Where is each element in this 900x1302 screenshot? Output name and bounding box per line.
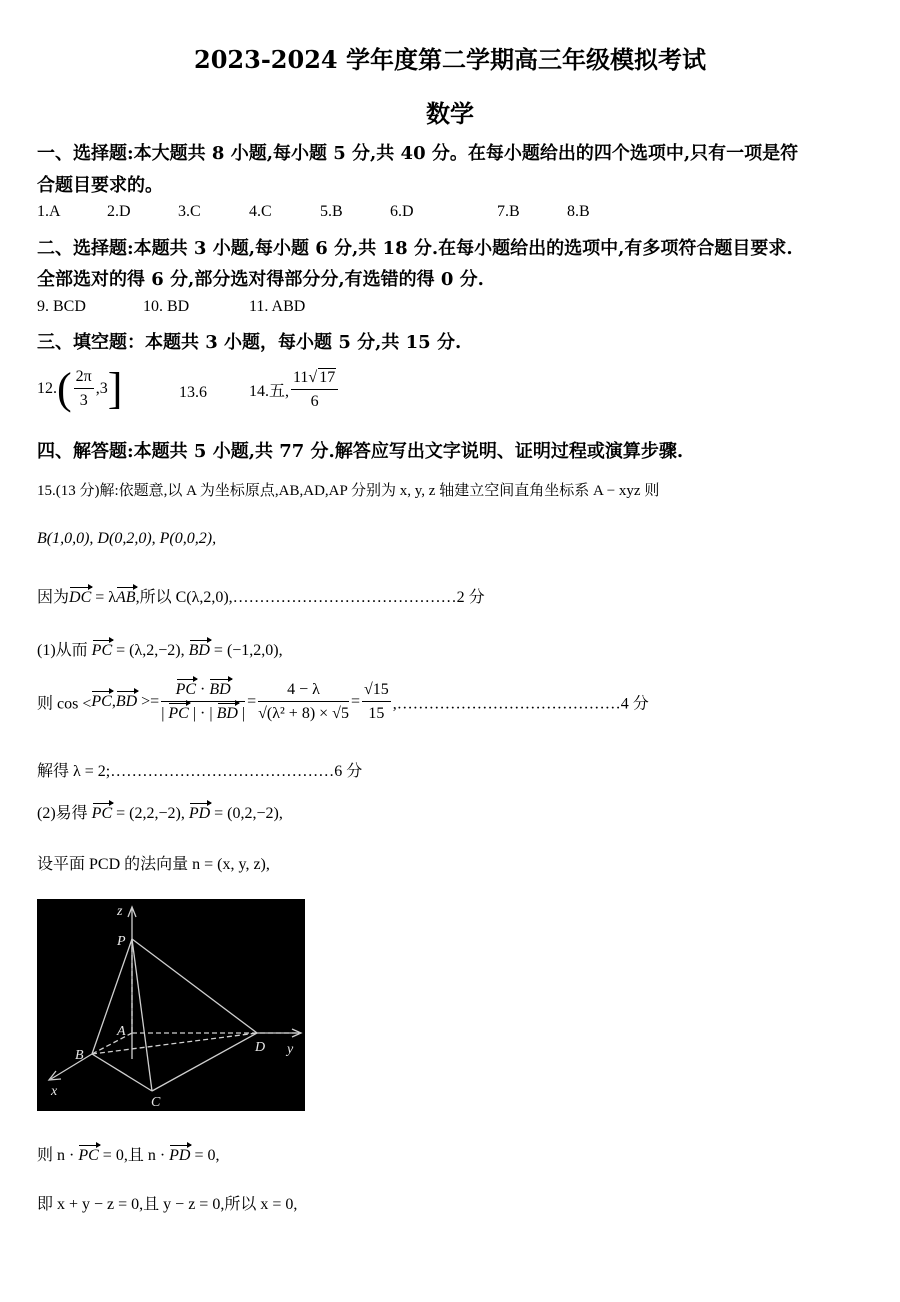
cos-fraction-3-num: √15	[362, 681, 391, 702]
answer-14-fraction	[291, 368, 338, 411]
label-x: x	[51, 1084, 58, 1099]
line7-prefix: (2)易得	[37, 805, 92, 822]
cos-fraction-2-den: √(λ² + 8) × √5	[258, 705, 349, 722]
answer-14-label: 14.五,	[249, 383, 290, 400]
cos-fraction-2-num: 4 − λ	[258, 681, 349, 702]
answer-5: 5.B	[320, 203, 343, 220]
answer-12-fraction	[74, 368, 94, 410]
label-z: z	[117, 904, 123, 919]
section1-heading-line2: 合题目要求的。	[37, 175, 163, 196]
edge-cd	[152, 1033, 257, 1091]
cos-fraction-1-den: | PC | · | BD |	[161, 705, 246, 722]
line5-prefix: 则 cos <	[37, 695, 92, 713]
label-c: C	[151, 1095, 161, 1110]
edge-pb	[92, 939, 132, 1054]
answer-12-denominator: 3	[79, 392, 88, 409]
vector-dc: DC	[69, 589, 92, 606]
x-axis-arrow	[49, 1071, 61, 1080]
section2-heading-line1: 二、选择题:本题共 3 小题,每小题 6 分,共 18 分.在每小题给出的选项中,有多项符合题目要求.	[37, 238, 793, 259]
line4-prefix: (1)从而	[37, 642, 92, 659]
label-a: A	[117, 1024, 126, 1039]
cos-fraction-1-num: PC · BD	[161, 681, 245, 702]
answer-14-coef: 11	[293, 369, 309, 386]
line4-suffix: = (−1,2,0),	[209, 642, 283, 659]
solution-line-10: 即 x + y − z = 0,且 y − z = 0,所以 x = 0,	[37, 1196, 298, 1213]
solution-line-8: 设平面 PCD 的法向量 n = (x, y, z),	[37, 856, 270, 873]
pyramid-diagram	[37, 899, 305, 1111]
label-p: P	[117, 934, 126, 949]
edge-pc	[132, 939, 152, 1091]
answer-14	[249, 368, 340, 424]
solution-line-4	[37, 637, 283, 660]
answer-3: 3.C	[178, 203, 201, 220]
vector-pc-6: PC	[78, 1147, 99, 1164]
answer-7: 7.B	[497, 203, 520, 220]
label-y: y	[287, 1042, 294, 1057]
answer-14-radicand: 17	[319, 369, 336, 386]
answer-2: 2.D	[107, 203, 131, 220]
answer-1: 1.A	[37, 203, 61, 220]
answer-12-numerator: 2π	[74, 368, 94, 389]
vector-pc-5: PC	[91, 805, 113, 822]
cos-fraction-3-den: 15	[368, 705, 385, 722]
page-title: 2023-2024 学年度第二学期高三年级模拟考试	[194, 45, 706, 74]
vector-pd-2: PD	[169, 1147, 191, 1164]
section2-heading-line2: 全部选对的得 6 分,部分选对得部分分,有选错的得 0 分.	[37, 269, 484, 290]
edge-pd	[132, 939, 257, 1033]
cos-fraction-1	[161, 681, 245, 723]
solution-line-3	[37, 584, 485, 607]
vector-bd-2: BD	[115, 693, 138, 710]
answer-12	[37, 364, 123, 424]
equals-sign-2: =	[350, 693, 360, 710]
subject-title: 数学	[426, 99, 474, 128]
solution-line-2: B(1,0,0), D(0,2,0), P(0,0,2),	[37, 530, 217, 547]
vector-bd: BD	[188, 642, 210, 659]
vector-bd-3: BD	[209, 681, 231, 698]
answer-9: 9. BCD	[37, 298, 86, 315]
line9-suffix: = 0,	[190, 1147, 220, 1164]
answer-4: 4.C	[249, 203, 272, 220]
section3-heading: 三、填空题：本题共 3 小题，每小题 5 分,共 15 分.	[37, 332, 462, 353]
line7-mid: = (2,2,−2),	[112, 805, 189, 822]
answer-11: 11. ABD	[249, 298, 306, 315]
label-d: D	[255, 1040, 266, 1055]
left-paren: (	[57, 364, 72, 413]
answer-10: 10. BD	[143, 298, 190, 315]
geometry-figure	[37, 899, 305, 1111]
vector-bd-4: BD	[216, 705, 238, 722]
vector-pd: PD	[188, 805, 211, 822]
line9-mid: = 0,且 n ·	[98, 1147, 170, 1164]
solution-line-1: 15.(13 分)解:依题意,以 A 为坐标原点,AB,AD,AP 分别为 x, y, z 轴建立空间直角坐标系 A − xyz 则	[37, 483, 660, 499]
label-b: B	[75, 1048, 84, 1063]
solution-line-7	[37, 800, 283, 823]
line7-suffix: = (0,2,−2),	[210, 805, 283, 822]
right-bracket: ]	[107, 364, 123, 413]
line5-suffix: ,……………………………………4 分	[392, 695, 649, 713]
vector-pc-4: PC	[168, 705, 189, 722]
section4-heading: 四、解答题:本题共 5 小题,共 77 分.解答应写出文字说明、证明过程或演算步骤.	[37, 441, 684, 462]
solution-line-6: 解得 λ = 2;……………………………………6 分	[37, 763, 363, 780]
x-axis	[51, 1054, 92, 1079]
answer-14-numerator: 11√ 17	[291, 368, 338, 390]
section1-heading-line1: 一、选择题:本大题共 8 小题,每小题 5 分,共 40 分。在每小题给出的四个选项中,只有一项是符	[37, 143, 799, 164]
vector-pc-3: PC	[175, 681, 197, 698]
cos-fraction-2	[258, 681, 349, 723]
answer-8: 8.B	[567, 203, 590, 220]
line3-mid: = λ	[91, 589, 117, 606]
answer-6: 6.D	[390, 203, 414, 220]
vector-pc-2: PC	[91, 693, 112, 710]
line3-prefix: 因为	[37, 589, 70, 606]
answer-14-denominator: 6	[310, 393, 319, 410]
line5-gt: >=	[137, 693, 160, 710]
line3-suffix: ,所以 C(λ,2,0),……………………………………2 分	[135, 589, 485, 606]
equals-sign: =	[247, 693, 257, 710]
answer-12-tail: ,3	[95, 380, 108, 397]
cos-fraction-3	[362, 681, 391, 723]
line9-prefix: 则 n ·	[37, 1147, 79, 1164]
solution-line-9	[37, 1142, 220, 1165]
line4-mid: = (λ,2,−2),	[112, 642, 189, 659]
vector-ab: AB	[116, 589, 136, 606]
answer-13: 13.6	[179, 384, 207, 401]
answer-12-label: 12.	[37, 380, 57, 397]
line5-comma: ,	[111, 693, 116, 710]
vector-pc: PC	[91, 642, 113, 659]
solution-line-5	[37, 681, 649, 741]
edge-bc	[92, 1054, 152, 1091]
